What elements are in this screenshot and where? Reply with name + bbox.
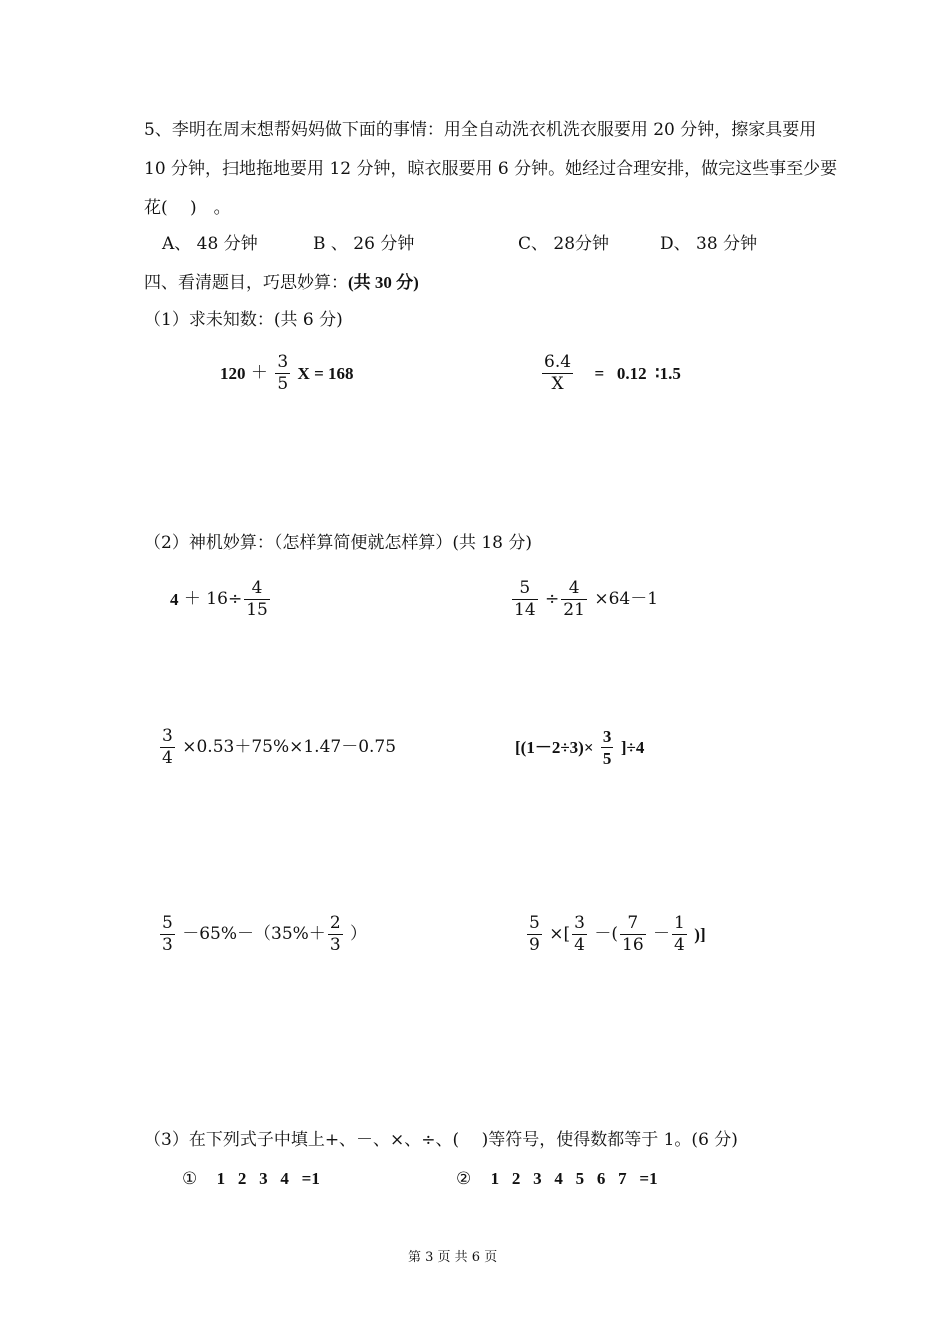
e6-den-1: 9 bbox=[529, 935, 540, 955]
e6-fraction-2 bbox=[572, 915, 587, 954]
expr-5 bbox=[158, 915, 367, 954]
expr-1 bbox=[170, 580, 272, 619]
expr-3 bbox=[158, 728, 396, 767]
e1-den: 15 bbox=[246, 600, 268, 620]
eq1-fraction bbox=[275, 354, 290, 393]
eq1-tail: X = 168 bbox=[297, 364, 354, 383]
e6-mid2: －( bbox=[594, 924, 618, 944]
e3-num: 3 bbox=[162, 726, 173, 746]
puzzle-2 bbox=[456, 1170, 658, 1188]
eq2-fraction bbox=[542, 354, 573, 393]
eq1-den: 5 bbox=[277, 374, 289, 394]
e6-num-2: 3 bbox=[574, 913, 585, 933]
e2-den-1: 14 bbox=[514, 600, 536, 620]
expr-4 bbox=[515, 728, 644, 767]
e5-fraction-1 bbox=[160, 915, 175, 954]
e2-fraction-1 bbox=[512, 580, 538, 619]
e6-den-3: 16 bbox=[622, 935, 644, 955]
q5-line1: 5、李明在周末想帮妈妈做下面的事情：用全自动洗衣机洗衣服要用 20 分钟，擦家具要用 bbox=[144, 120, 817, 140]
e2-op: ÷ bbox=[545, 589, 560, 609]
e1-fraction bbox=[244, 580, 270, 619]
part3-title: （3）在下列式子中填上+、－、×、÷、( )等符号，使得数都等于 1。(6 分) bbox=[144, 1130, 738, 1150]
e6-fraction-4 bbox=[672, 915, 687, 954]
eq2-den: X bbox=[542, 373, 573, 393]
e1-num: 4 bbox=[251, 578, 263, 598]
puzzle-1 bbox=[182, 1170, 320, 1188]
e2-den-2: 21 bbox=[563, 600, 585, 620]
e4-tail: ]÷4 bbox=[620, 738, 645, 757]
e5-num-2: 2 bbox=[329, 913, 341, 933]
puzzle-2-expr: 1 2 3 4 5 6 7 =1 bbox=[490, 1169, 658, 1188]
e4-num: 3 bbox=[602, 727, 612, 746]
e3-den: 4 bbox=[162, 748, 173, 768]
e2-num-2: 4 bbox=[568, 578, 580, 598]
e5-num-1: 5 bbox=[162, 913, 173, 933]
e6-tail: )] bbox=[694, 925, 706, 944]
e4-fraction bbox=[601, 728, 614, 767]
q5-line3: 花( ) 。 bbox=[144, 198, 231, 218]
e1-mid: ＋ 16÷ bbox=[183, 589, 243, 609]
q5-option-d: D、 38 分钟 bbox=[660, 234, 758, 254]
eq1-num: 3 bbox=[277, 352, 289, 372]
equation-1 bbox=[220, 354, 354, 393]
e2-tail: ×64－1 bbox=[594, 589, 659, 609]
e6-num-1: 5 bbox=[529, 913, 540, 933]
e3-fraction bbox=[160, 728, 175, 767]
eq2-tail: = 0.12 ∶1.5 bbox=[594, 364, 681, 383]
q5-option-c: C、 28分钟 bbox=[518, 234, 610, 254]
e3-tail: ×0.53＋75%×1.47－0.75 bbox=[182, 737, 397, 757]
eq1-lead: 120 bbox=[220, 364, 246, 383]
e1-lead: 4 bbox=[170, 590, 179, 609]
eq1-op: ＋ bbox=[250, 363, 268, 383]
e6-mid: ×[ bbox=[549, 924, 571, 944]
e6-num-4: 1 bbox=[674, 913, 685, 933]
e5-fraction-2 bbox=[328, 915, 343, 954]
q5-line2: 10 分钟，扫地拖地要用 12 分钟，晾衣服要用 6 分钟。她经过合理安排，做完这些事至少要 bbox=[144, 159, 838, 179]
e5-mid: －65%－（35%＋ bbox=[182, 924, 326, 944]
part2-title: （2）神机妙算：（怎样算简便就怎样算）(共 18 分) bbox=[144, 533, 533, 553]
e6-fraction-3 bbox=[620, 915, 646, 954]
e2-num-1: 5 bbox=[519, 578, 531, 598]
puzzle-2-mark: ② bbox=[456, 1169, 472, 1189]
page-footer: 第 3 页 共 6 页 bbox=[408, 1250, 498, 1265]
e6-den-2: 4 bbox=[574, 935, 585, 955]
puzzle-1-mark: ① bbox=[182, 1169, 198, 1189]
e2-fraction-2 bbox=[561, 580, 587, 619]
e6-fraction-1 bbox=[527, 915, 542, 954]
puzzle-1-expr: 1 2 3 4 =1 bbox=[216, 1169, 320, 1188]
e6-den-4: 4 bbox=[674, 935, 685, 955]
e5-tail: ） bbox=[350, 924, 368, 944]
q5-option-b: B 、 26 分钟 bbox=[313, 234, 415, 254]
section4-score: (共 30 分) bbox=[348, 273, 419, 292]
eq2-num: 6.4 bbox=[544, 352, 572, 372]
e4-lead: [(1－2÷3)× bbox=[515, 738, 594, 757]
e4-den: 5 bbox=[602, 749, 612, 768]
section4-title bbox=[144, 274, 419, 292]
part1-title: （1）求未知数：(共 6 分) bbox=[144, 310, 343, 330]
e6-num-3: 7 bbox=[627, 913, 639, 933]
q5-option-a: A、 48 分钟 bbox=[162, 234, 258, 254]
e6-mid3: － bbox=[653, 924, 671, 944]
e5-den-2: 3 bbox=[329, 935, 341, 955]
expr-6 bbox=[525, 915, 706, 954]
section4-title-text: 四、看清题目，巧思妙算： bbox=[144, 273, 348, 293]
e5-den-1: 3 bbox=[162, 935, 173, 955]
equation-2 bbox=[540, 354, 681, 393]
expr-2 bbox=[510, 580, 658, 619]
